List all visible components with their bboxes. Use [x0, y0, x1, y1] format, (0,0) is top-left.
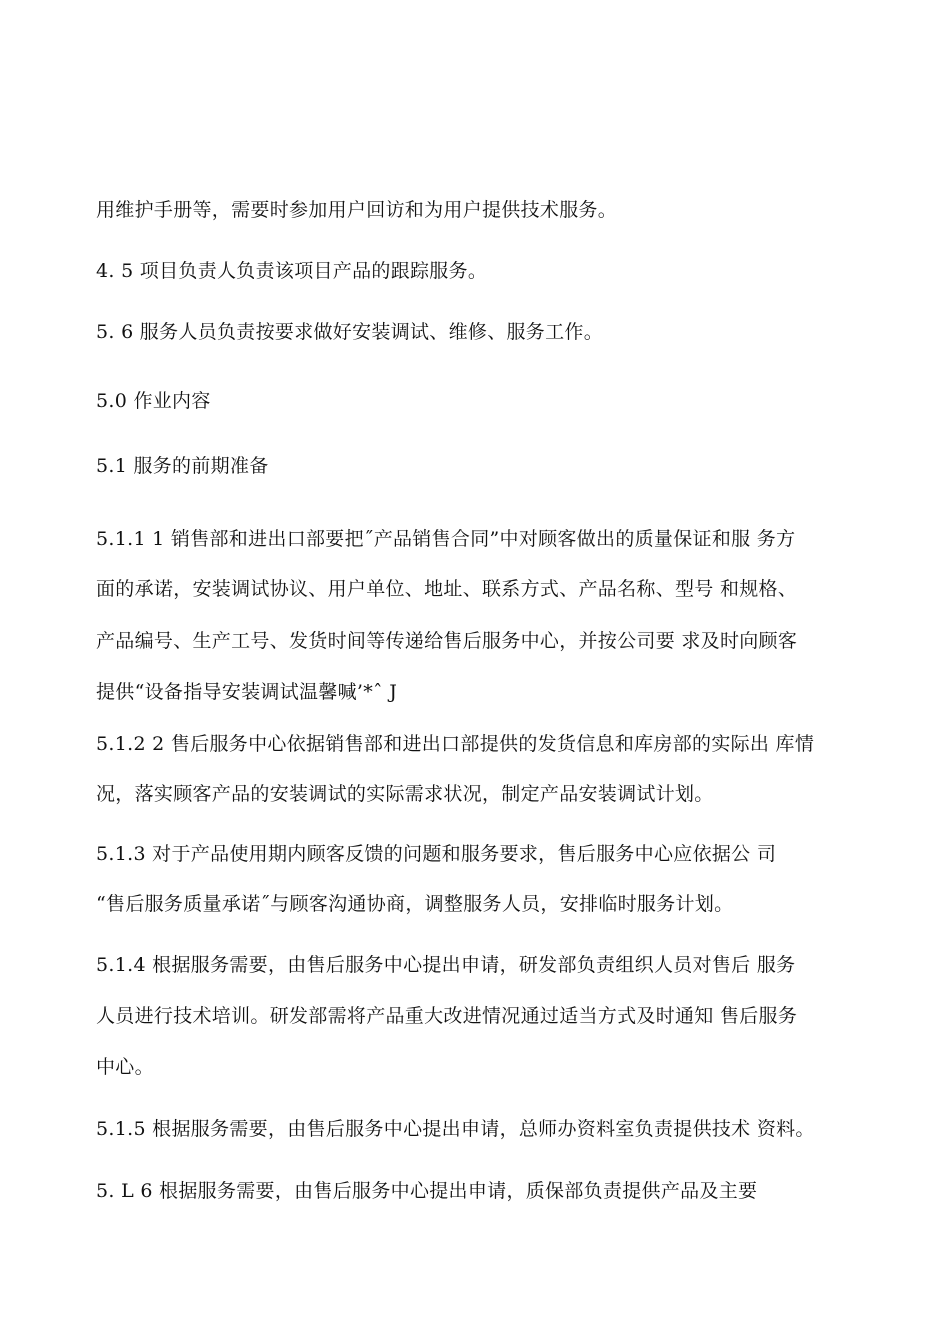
paragraph-5-1-5: 5.1.5 根据服务需要，由售后服务中心提出申请，总师办资料室负责提供技术 资料。: [96, 1118, 815, 1140]
paragraph-5-1-2-line-1: 5.1.2 2 售后服务中心依据销售部和进出口部提供的发货信息和库房部的实际出 库情: [96, 733, 815, 755]
paragraph-5-1-3-line-2: “售后服务质量承诺˝与顾客沟通协商，调整服务人员，安排临时服务计划。: [96, 893, 734, 915]
body-text-line: 用维护手册等，需要时参加用户回访和为用户提供技术服务。: [96, 199, 618, 221]
section-heading-5-0: 5.0 作业内容: [96, 390, 211, 412]
paragraph-5-1-4-line-1: 5.1.4 根据服务需要，由售后服务中心提出申请，研发部负责组织人员对售后 服务: [96, 954, 796, 976]
list-item-5-6: 5. 6 服务人员负责按要求做好安装调试、维修、服务工作。: [96, 321, 603, 343]
paragraph-5-1-1-line-2: 面的承诺，安装调试协议、用户单位、地址、联系方式、产品名称、型号 和规格、: [96, 578, 798, 600]
paragraph-5-1-1-line-4: 提供“设备指导安装调试温馨喊’*ˆ J: [96, 681, 398, 703]
paragraph-5-1-4-line-2: 人员进行技术培训。研发部需将产品重大改进情况通过适当方式及时通知 售后服务: [96, 1005, 798, 1027]
subsection-heading-5-1: 5.1 服务的前期准备: [96, 455, 269, 477]
paragraph-5-1-6: 5. L 6 根据服务需要，由售后服务中心提出申请，质保部负责提供产品及主要: [96, 1180, 758, 1202]
paragraph-5-1-1-line-1: 5.1.1 1 销售部和进出口部要把˝产品销售合同”中对顾客做出的质量保证和服 务方: [96, 528, 796, 550]
paragraph-5-1-3-line-1: 5.1.3 对于产品使用期内顾客反馈的问题和服务要求，售后服务中心应依据公 司: [96, 843, 777, 865]
paragraph-5-1-2-line-2: 况，落实顾客产品的安装调试的实际需求状况，制定产品安装调试计划。: [96, 783, 714, 805]
paragraph-5-1-4-line-3: 中心。: [96, 1056, 154, 1078]
list-item-4-5: 4. 5 项目负责人负责该项目产品的跟踪服务。: [96, 260, 488, 282]
paragraph-5-1-1-line-3: 产品编号、生产工号、发货时间等传递给售后服务中心，并按公司要 求及时向顾客: [96, 630, 798, 652]
